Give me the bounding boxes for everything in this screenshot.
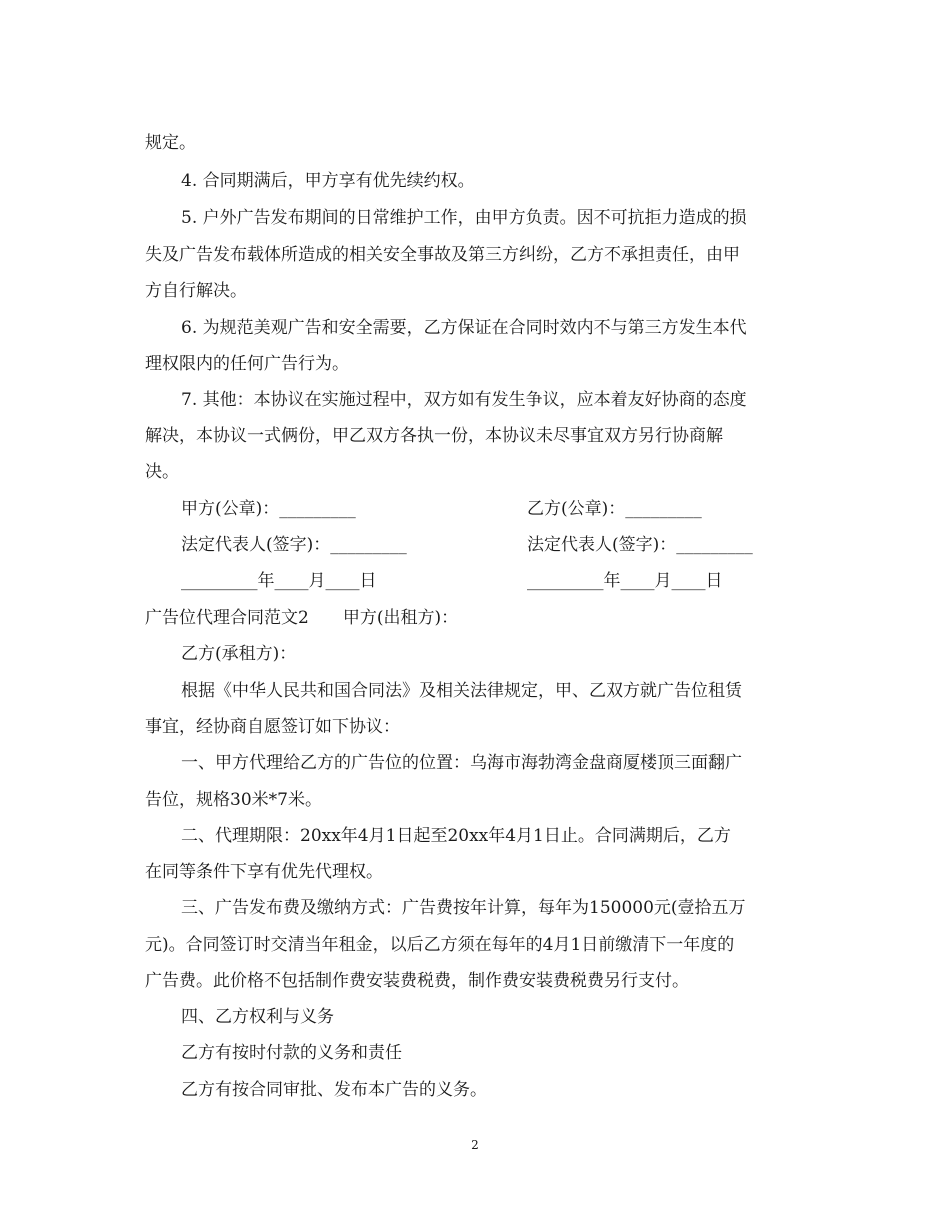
party-a-seal: 甲方(公章)：_________ (181, 499, 356, 519)
text-line: 告位，规格30米*7米。 (145, 790, 322, 810)
clause-7: 7. 其他：本协议在实施过程中，双方如有发生争议，应本着友好协商的态度 (181, 390, 747, 410)
article-3: 三、广告发布费及缴纳方式：广告费按年计算，每年为150000元(壹拾五万 (181, 898, 746, 918)
page-number: 2 (471, 1138, 479, 1152)
article-1: 一、甲方代理给乙方的广告位的位置：乌海市海勃湾金盘商厦楼顶三面翻广 (181, 753, 742, 773)
party-b-date: _________年____月____日 (527, 571, 723, 591)
party-b-lessee: 乙方(承租方)： (181, 644, 297, 664)
clause-6: 6. 为规范美观广告和安全需要，乙方保证在合同时效内不与第三方发生本代 (181, 318, 747, 338)
text-line: 广告费。此价格不包括制作费安装费税费，制作费安装费税费另行支付。 (145, 971, 689, 991)
text-line: 元)。合同签订时交清当年租金，以后乙方须在每年的4月1日前缴清下一年度的 (145, 935, 735, 955)
text-line: 在同等条件下享有优先代理权。 (145, 862, 383, 882)
text-line: 决。 (145, 462, 179, 482)
text-line: 理权限内的任何广告行为。 (145, 354, 349, 374)
party-a-representative: 法定代表人(签字)：_________ (181, 535, 407, 555)
text-line: 乙方有按合同审批、发布本广告的义务。 (181, 1080, 487, 1100)
clause-5: 5. 户外广告发布期间的日常维护工作，由甲方负责。因不可抗拒力造成的损 (181, 208, 747, 228)
text-line: 乙方有按时付款的义务和责任 (181, 1043, 402, 1063)
text-line: 根据《中华人民共和国合同法》及相关法律规定，甲、乙双方就广告位租赁 (181, 681, 742, 701)
article-2: 二、代理期限：20xx年4月1日起至20xx年4月1日止。合同满期后，乙方 (181, 826, 731, 846)
text-line: 解决，本协议一式俩份，甲乙双方各执一份，本协议未尽事宜双方另行协商解 (145, 426, 723, 446)
text-line: 规定。 (145, 133, 196, 153)
party-b-seal: 乙方(公章)：_________ (527, 499, 702, 519)
article-4: 四、乙方权利与义务 (181, 1007, 334, 1027)
text-line: 方自行解决。 (145, 281, 247, 301)
section-heading: 广告位代理合同范文2 甲方(出租方)： (145, 608, 459, 628)
party-b-representative: 法定代表人(签字)：_________ (527, 535, 753, 555)
text-line: 事宜，经协商自愿签订如下协议： (145, 717, 400, 737)
text-line: 失及广告发布载体所造成的相关安全事故及第三方纠纷，乙方不承担责任，由甲 (145, 245, 740, 265)
clause-4: 4. 合同期满后，甲方享有优先续约权。 (181, 171, 475, 191)
party-a-date: _________年____月____日 (181, 571, 377, 591)
